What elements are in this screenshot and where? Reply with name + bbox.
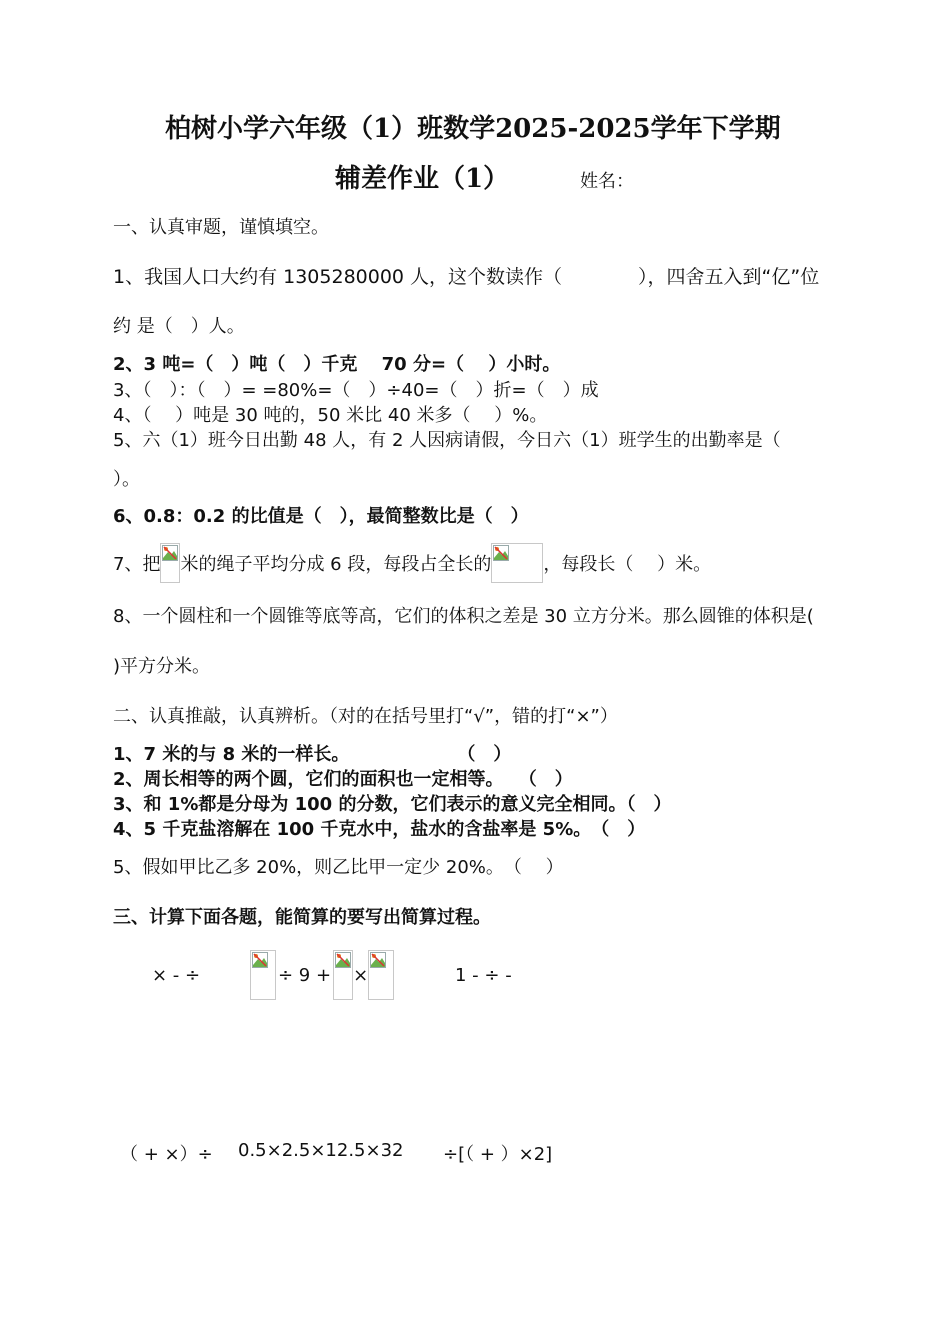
question-8-line2: )平方分米。 xyxy=(113,656,211,677)
calc-expression-3: 1 - ÷ - xyxy=(455,965,512,986)
broken-image-icon xyxy=(491,543,543,583)
calc-expression-5: 0.5×2.5×12.5×32 xyxy=(238,1140,404,1161)
question-6: 6、0.8：0.2 的比值是（ ），最简整数比是（ ） xyxy=(113,506,529,527)
broken-image-icon xyxy=(250,950,276,1000)
section1-heading: 一、认真审题，谨慎填空。 xyxy=(113,217,329,238)
judge-item-1: 1、7 米的与 8 米的一样长。 （ ） xyxy=(113,744,512,765)
page-title-line1: 柏树小学六年级（1）班数学2025-2025学年下学期 xyxy=(165,114,781,144)
calc-expression-2-part2: × xyxy=(353,964,369,986)
broken-image-icon xyxy=(368,950,394,1000)
broken-image-icon xyxy=(160,543,180,583)
page-title-line2: 辅差作业（1） xyxy=(335,164,510,194)
section3-heading: 三、计算下面各题，能简算的要写出简算过程。 xyxy=(113,907,491,928)
question-7 xyxy=(113,543,711,583)
calc-expression-4: （ + ×）÷ xyxy=(120,1144,213,1165)
judge-item-4: 4、5 千克盐溶解在 100 千克水中，盐水的含盐率是 5%。 （ ） xyxy=(113,819,646,840)
calc-expression-2-part1: ÷ 9 + xyxy=(278,964,332,986)
calc-expression-6: ÷[（ + ）×2] xyxy=(443,1144,553,1165)
question-1-line1: 1、我国人口大约有 1305280000 人，这个数读作（ ），四舍五入到“亿”位 xyxy=(113,266,820,288)
calc-expression-1: × - ÷ xyxy=(152,965,201,986)
name-label: 姓名： xyxy=(580,171,634,192)
broken-image-icon xyxy=(333,950,353,1000)
question-7-part2: 米的绳子平均分成 6 段，每段占全长的 xyxy=(180,554,492,575)
question-7-part1: 7、把 xyxy=(113,554,161,575)
question-5-line2: ）。 xyxy=(113,469,140,490)
question-8-line1: 8、一个圆柱和一个圆锥等底等高，它们的体积之差是 30 立方分米。那么圆锥的体积是( xyxy=(113,606,814,627)
section2-heading: 二、认真推敲，认真辨析。（对的在括号里打“√”，错的打“×”） xyxy=(113,706,618,727)
question-5-line1: 5、六（1）班今日出勤 48 人，有 2 人因病请假，今日六（1）班学生的出勤率是（ xyxy=(113,430,781,451)
question-4: 4、（ ）吨是 30 吨的，50 米比 40 米多（ ）%。 xyxy=(113,405,548,426)
judge-item-3: 3、和 1%都是分母为 100 的分数，它们表示的意义完全相同。（ ） xyxy=(113,794,672,815)
question-3: 3、（ ）：（ ）= =80%=（ ）÷40=（ ）折=（ ）成 xyxy=(113,380,599,401)
judge-item-5: 5、假如甲比乙多 20%，则乙比甲一定少 20%。 （ ） xyxy=(113,857,564,878)
question-1-line2: 约 是（ ）人。 xyxy=(113,316,245,337)
question-7-part3: ，每段长（ ）米。 xyxy=(543,554,712,575)
judge-item-2: 2、周长相等的两个圆，它们的面积也一定相等。 （ ） xyxy=(113,769,573,790)
question-2: 2、3 吨=（ ）吨（ ）千克 70 分=（ ）小时。 xyxy=(113,354,561,375)
calc-expression-2 xyxy=(250,950,394,1000)
